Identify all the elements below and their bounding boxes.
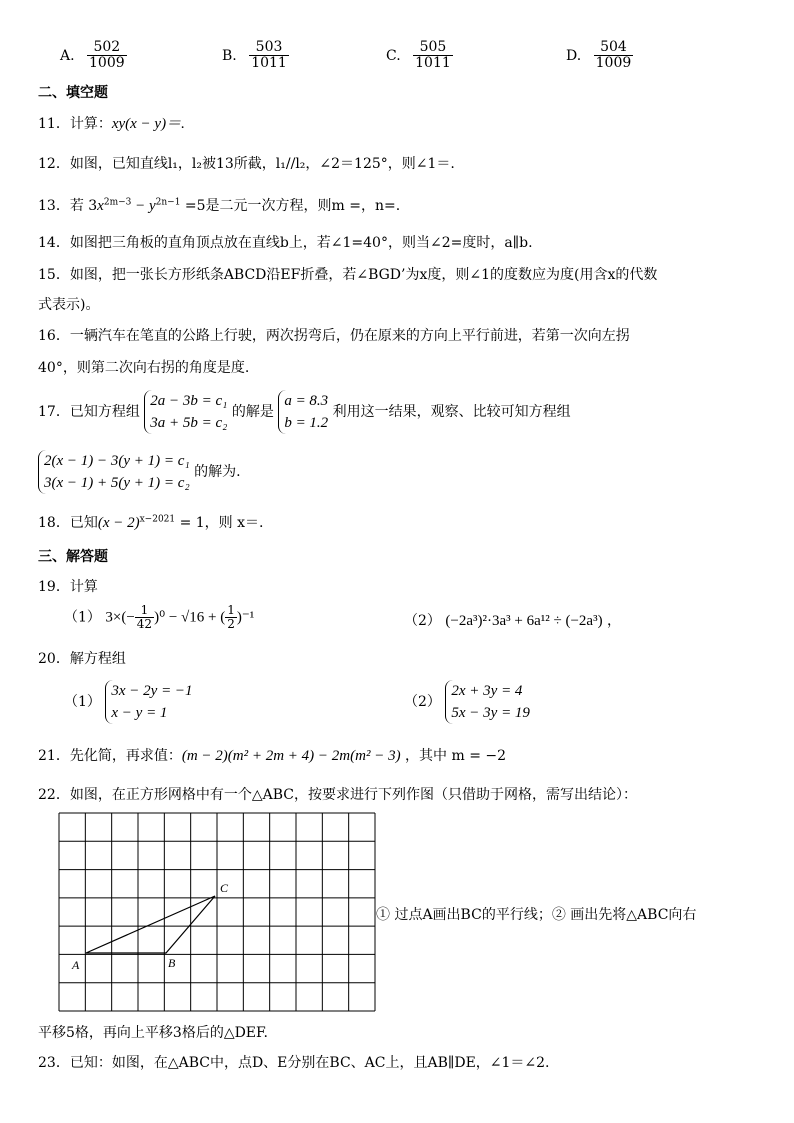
q18-exp: x−2021 bbox=[139, 514, 176, 525]
den: 1009 bbox=[595, 55, 632, 72]
question-18 bbox=[38, 512, 263, 532]
num: 505 bbox=[413, 40, 453, 56]
q17-solution bbox=[278, 390, 328, 434]
question-15-line2: 式表示)。 bbox=[38, 297, 100, 313]
question-19-title: 19．计算 bbox=[38, 579, 98, 595]
num: 503 bbox=[249, 40, 289, 56]
question-17-line2 bbox=[38, 450, 241, 494]
question-19-part2 bbox=[404, 610, 621, 630]
num: 504 bbox=[594, 40, 634, 56]
q17-end: 的解为. bbox=[194, 464, 241, 480]
part-label: （1） bbox=[64, 609, 101, 626]
eq: 2x + 3y = 4 bbox=[451, 683, 523, 699]
question-16-line2: 40°，则第二次向右拐的角度是度. bbox=[38, 360, 250, 376]
punct: ， bbox=[607, 613, 622, 629]
num: 502 bbox=[87, 40, 127, 56]
q17-system2 bbox=[38, 450, 190, 494]
den: 2 bbox=[227, 617, 235, 632]
eq: 2(x − 1) − 3(y + 1) = c₁ bbox=[44, 453, 190, 469]
choice-label: B. bbox=[222, 47, 237, 64]
triangle-abc bbox=[86, 896, 215, 953]
eq: x − y = 1 bbox=[111, 705, 168, 721]
question-12: 12．如图，已知直线l₁，l₂被13所截，l₁//l₂，∠2＝125°，则∠1＝. bbox=[38, 156, 455, 172]
num: 1 bbox=[227, 603, 235, 617]
eq: 3a + 5b = c₂ bbox=[150, 415, 228, 431]
q17-system1 bbox=[144, 390, 227, 434]
choice-label: D. bbox=[566, 47, 582, 64]
q13-b: − y bbox=[131, 198, 156, 214]
question-13 bbox=[38, 195, 400, 215]
question-22: 22．如图，在正方形网格中有一个△ABC，按要求进行下列作图（只借助于网格，需写出结论）： bbox=[38, 787, 637, 803]
q17-mid: 的解是 bbox=[231, 404, 274, 420]
den: 1011 bbox=[415, 55, 451, 72]
part-label: （2） bbox=[404, 613, 441, 629]
question-17-line1 bbox=[38, 390, 571, 434]
question-22-continued: 平移5格，再向上平移3格后的△DEF. bbox=[38, 1025, 269, 1041]
q21-expr: (m − 2)(m² + 2m + 4) − 2m(m² − 3) bbox=[181, 748, 401, 764]
question-21 bbox=[38, 745, 506, 765]
question-20-title: 20．解方程组 bbox=[38, 651, 126, 667]
q17-suffix: 利用这一结果，观察、比较可知方程组 bbox=[332, 404, 571, 420]
choice-c bbox=[386, 40, 453, 72]
eq: 3x − 2y = −1 bbox=[111, 683, 193, 699]
q18-base: (x − 2) bbox=[97, 515, 140, 531]
q21-suffix: ，其中 m = −2 bbox=[405, 748, 507, 764]
expr: 3×(− bbox=[105, 609, 135, 626]
den: 1009 bbox=[89, 55, 125, 72]
eq: 5x − 3y = 19 bbox=[451, 705, 530, 721]
part-label: （1） bbox=[64, 694, 101, 710]
grid-figure bbox=[58, 812, 376, 1012]
question-20-part2 bbox=[404, 680, 530, 724]
eq: a = 8.3 bbox=[284, 393, 329, 409]
label-a: A bbox=[72, 958, 80, 972]
q17-prefix: 17．已知方程组 bbox=[38, 404, 140, 420]
eq: b = 1.2 bbox=[284, 415, 329, 431]
question-23: 23．已知：如图，在△ABC中，点D、E分别在BC、AC上，且AB∥DE，∠1＝∠2. bbox=[38, 1055, 550, 1071]
expr: (−2a³)²·3a³ + 6a¹² ÷ (−2a³) bbox=[445, 613, 603, 629]
section-fill-blank: 二、填空题 bbox=[38, 85, 108, 101]
question-19-part1 bbox=[64, 604, 254, 631]
q11-expr: xy(x − y)＝. bbox=[111, 116, 185, 132]
question-11 bbox=[38, 112, 185, 133]
question-14: 14．如图把三角板的直角顶点放在直线b上，若∠1=40°，则当∠2=度时，a∥b. bbox=[38, 235, 533, 251]
den: 42 bbox=[136, 617, 153, 632]
question-22-instructions: ① 过点A画出BC的平行线；② 画出先将△ABC向右 bbox=[376, 907, 697, 923]
q11-prefix: 11．计算： bbox=[38, 116, 112, 132]
system bbox=[445, 680, 530, 724]
choice-b bbox=[222, 40, 289, 72]
part-label: （2） bbox=[404, 694, 441, 710]
system bbox=[105, 680, 192, 724]
q13-exp2: 2n−1 bbox=[155, 197, 181, 208]
q18-suffix: = 1，则 x＝. bbox=[179, 515, 264, 531]
expr: )⁻¹ bbox=[236, 609, 255, 626]
grid-lines bbox=[59, 813, 375, 1011]
choice-d bbox=[566, 40, 633, 72]
question-16-line1: 16．一辆汽车在笔直的公路上行驶，两次拐弯后，仍在原来的方向上平行前进，若第一次向左拐 bbox=[38, 328, 630, 344]
label-c: C bbox=[220, 881, 229, 895]
num: 1 bbox=[135, 604, 154, 618]
q21-prefix: 21．先化简，再求值： bbox=[38, 748, 182, 764]
q13-c: =5是二元一次方程，则m =，n=. bbox=[184, 198, 401, 214]
section-solve: 三、解答题 bbox=[38, 549, 108, 565]
choice-label: A. bbox=[60, 47, 75, 64]
eq: 2a − 3b = c₁ bbox=[150, 393, 228, 409]
expr: )⁰ − √16 + ( bbox=[154, 609, 226, 626]
question-15-line1: 15．如图，把一张长方形纸条ABCD沿EF折叠，若∠BGD’为x度，则∠1的度数应为度(用含x的代数 bbox=[38, 267, 658, 283]
label-b: B bbox=[168, 956, 176, 970]
choice-label: C. bbox=[386, 47, 401, 64]
q13-exp1: 2m−3 bbox=[103, 197, 132, 208]
question-20-part1 bbox=[64, 680, 193, 724]
choice-a bbox=[60, 40, 127, 72]
eq: 3(x − 1) + 5(y + 1) = c₂ bbox=[44, 475, 190, 491]
q18-prefix: 18．已知 bbox=[38, 515, 98, 531]
q13-a: 13．若 3 bbox=[38, 198, 98, 214]
q13-base: x bbox=[97, 198, 104, 214]
den: 1011 bbox=[251, 55, 287, 72]
